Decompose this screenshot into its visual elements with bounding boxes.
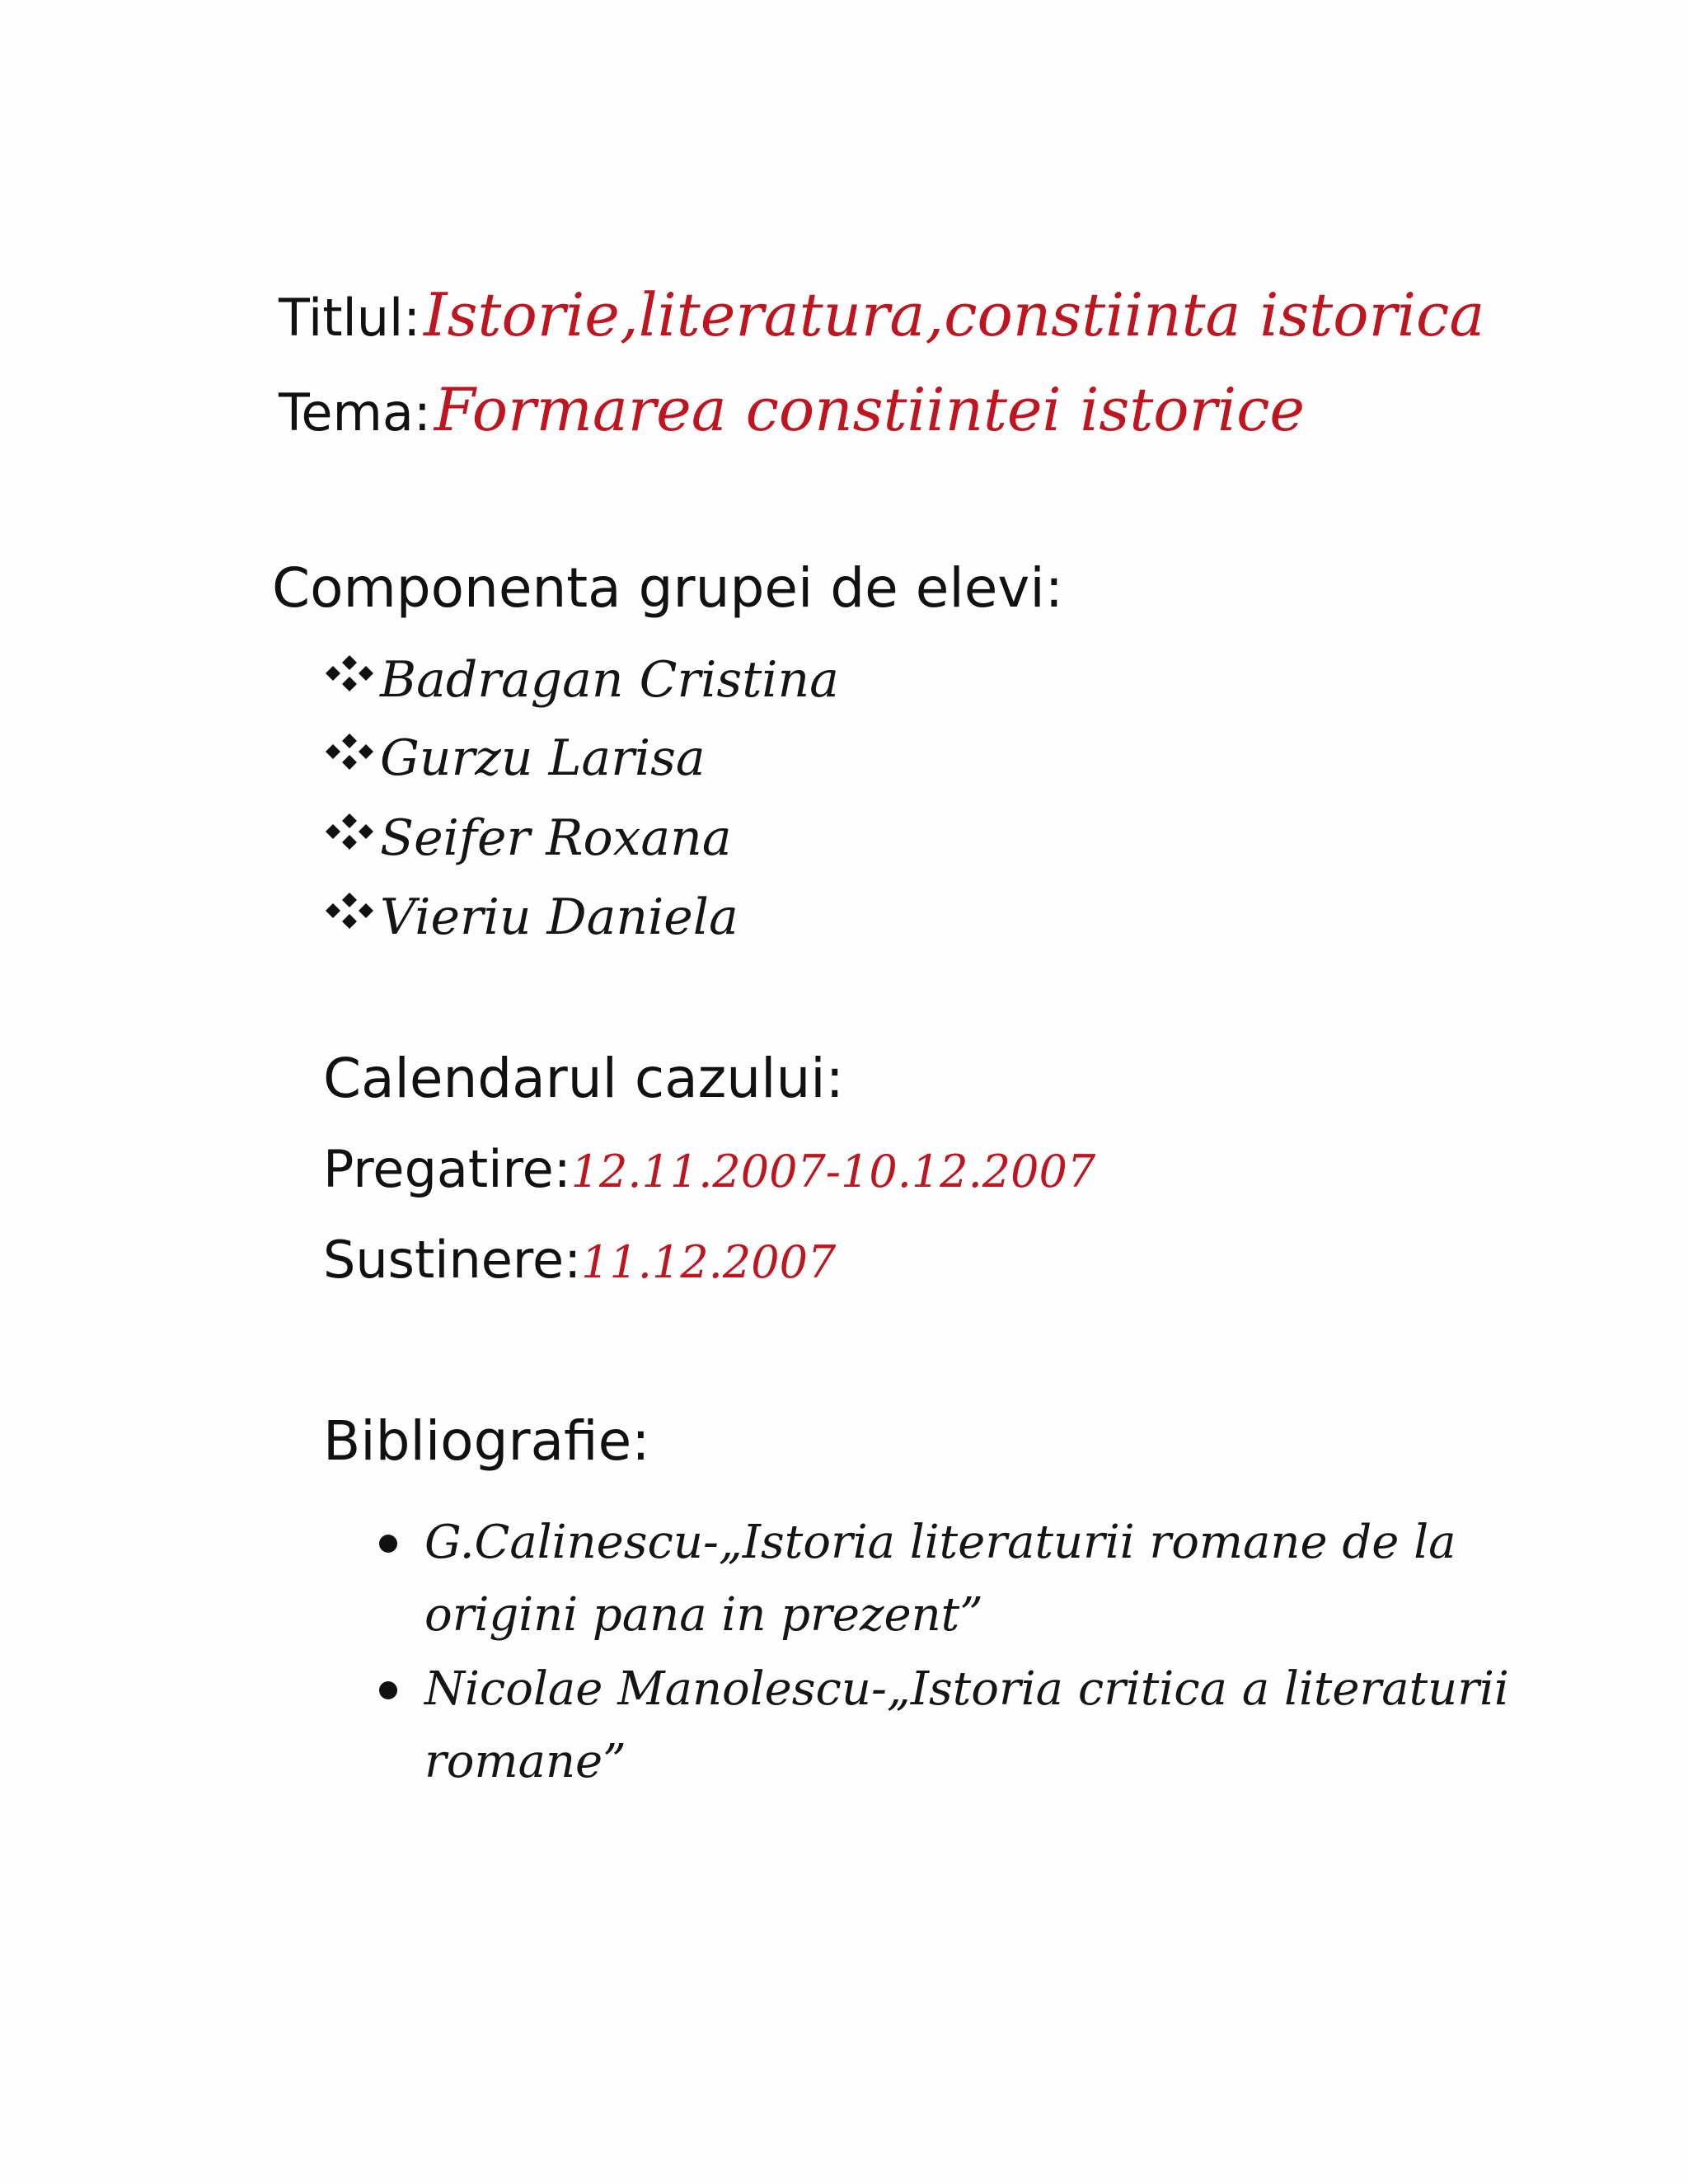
theme-label: Tema: <box>279 382 431 443</box>
preparation-dates: 12.11.2007-10.12.2007 <box>570 1146 1096 1197</box>
bibliography-item: G.Calinescu-„Istoria literaturii romane de la origini pana in prezent” <box>424 1516 1456 1642</box>
title-row <box>279 280 1484 349</box>
round-bullet-icon <box>379 1681 397 1699</box>
bibliography-heading: Bibliografie: <box>323 1409 650 1473</box>
member-name: Badragan Cristina <box>380 651 839 709</box>
title-label: Titlul: <box>279 288 421 348</box>
diamond-cluster-icon <box>326 655 373 691</box>
diamond-cluster-icon <box>326 733 373 770</box>
member-item <box>326 809 732 867</box>
member-item <box>326 651 839 709</box>
member-name: Seifer Roxana <box>380 809 732 867</box>
member-item <box>326 888 738 946</box>
bibliography-item: Nicolae Manolescu-„Istoria critica a literaturii romane” <box>424 1662 1509 1788</box>
group-heading: Componenta grupei de elevi: <box>272 556 1063 620</box>
member-name: Gurzu Larisa <box>380 729 706 787</box>
calendar-heading: Calendarul cazului: <box>323 1047 844 1110</box>
preparation-row <box>323 1139 1095 1199</box>
presentation-row <box>323 1230 836 1290</box>
preparation-label: Pregatire: <box>323 1139 571 1199</box>
presentation-label: Sustinere: <box>323 1230 582 1290</box>
member-name: Vieriu Daniela <box>380 888 738 946</box>
presentation-date: 11.12.2007 <box>581 1236 837 1288</box>
member-item <box>326 729 706 787</box>
title-value: Istorie,literatura,constiinta istorica <box>424 280 1485 349</box>
theme-value: Formarea constiintei istorice <box>434 375 1306 444</box>
round-bullet-icon <box>379 1535 397 1553</box>
diamond-cluster-icon <box>326 813 373 850</box>
theme-row <box>279 375 1305 444</box>
diamond-cluster-icon <box>326 893 373 929</box>
